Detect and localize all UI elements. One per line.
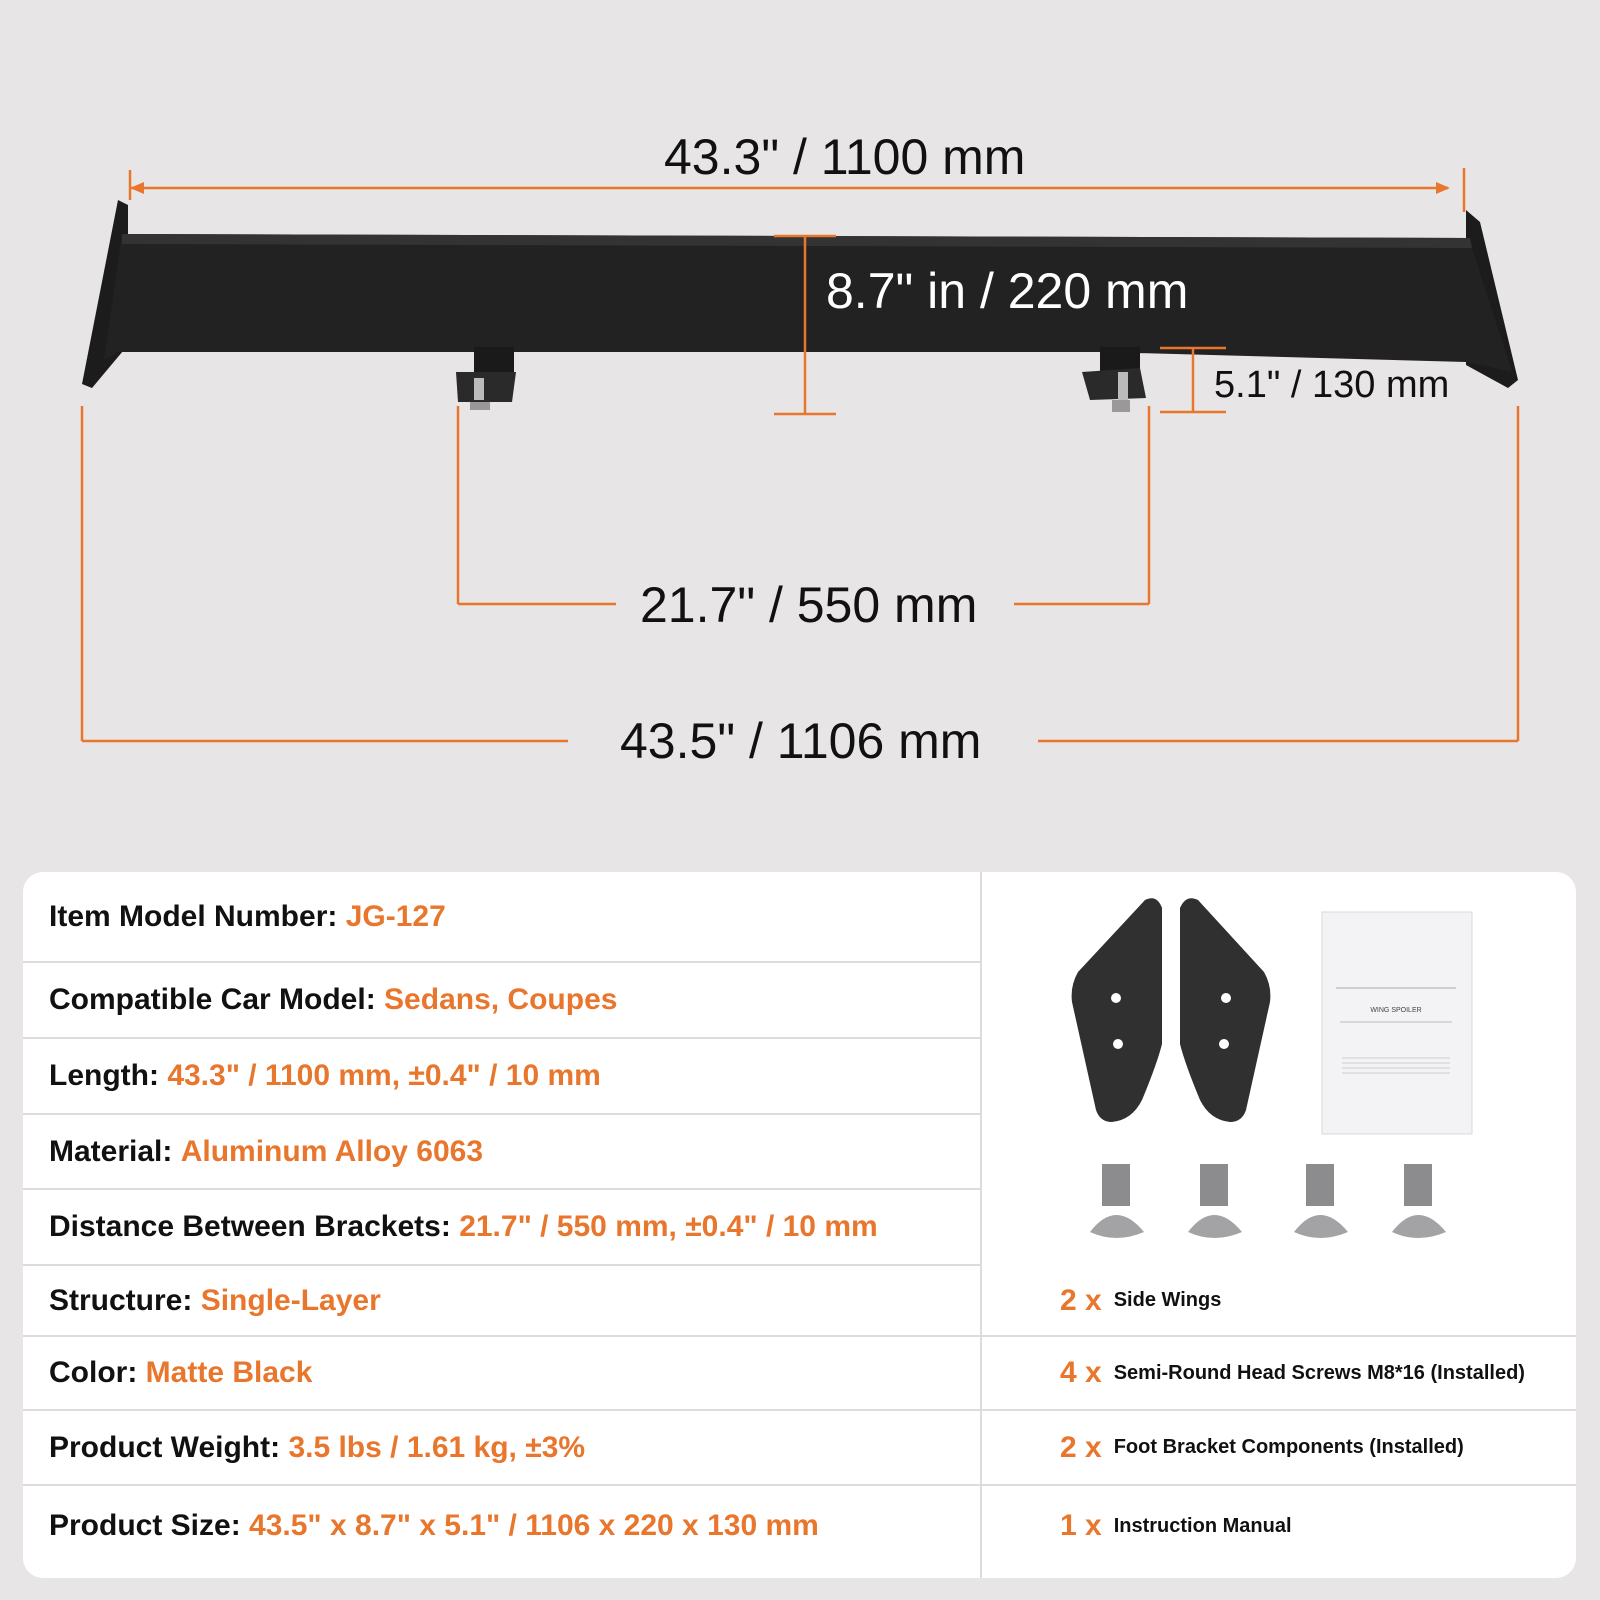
overall-length-label: 43.5" / 1106 mm xyxy=(620,713,982,769)
spec-card xyxy=(23,872,1576,1578)
spec-value: 21.7" / 550 mm, ±0.4" / 10 mm xyxy=(459,1210,878,1243)
side-wing-right xyxy=(1180,898,1270,1122)
spec-value: Aluminum Alloy 6063 xyxy=(180,1134,484,1168)
screw-icon xyxy=(1392,1164,1446,1238)
spec-value: Single-Layer xyxy=(200,1283,381,1317)
spec-value: 43.3" / 1100 mm, ±0.4" / 10 mm xyxy=(167,1059,601,1092)
spec-value: Sedans, Coupes xyxy=(384,983,618,1016)
spec-row-color xyxy=(23,1337,980,1411)
spec-row-bracket-distance xyxy=(23,1190,980,1266)
spec-label: Color: xyxy=(49,1356,138,1389)
package-qty: 1 x xyxy=(1060,1509,1102,1542)
package-qty: 2 x xyxy=(1060,1283,1102,1317)
bracket-height-label: 5.1" / 130 mm xyxy=(1214,364,1450,406)
screw-icon xyxy=(1294,1164,1348,1238)
package-item-name: Side Wings xyxy=(1113,1289,1222,1311)
spoiler-wing xyxy=(104,234,1512,372)
spec-value: 3.5 lbs / 1.61 kg, ±3% xyxy=(288,1430,586,1464)
spec-label: Item Model Number: xyxy=(49,899,338,933)
spec-label: Product Weight: xyxy=(49,1430,281,1464)
spec-value: Matte Black xyxy=(145,1356,313,1389)
manual-title: WING SPOILER xyxy=(1370,1007,1422,1014)
spec-row-material xyxy=(23,1115,980,1190)
spec-row-weight xyxy=(23,1411,980,1486)
spec-label: Compatible Car Model: xyxy=(49,983,376,1016)
spec-label: Product Size: xyxy=(49,1509,241,1542)
top-length-label: 43.3" / 1100 mm xyxy=(664,129,1026,185)
spec-label: Material: xyxy=(49,1134,173,1168)
package-contents-illustration xyxy=(982,872,1576,1272)
spec-row-structure xyxy=(23,1266,980,1337)
spec-label: Length: xyxy=(49,1059,159,1092)
package-item-foot-brackets xyxy=(982,1411,1576,1486)
package-item-manual xyxy=(982,1486,1576,1566)
instruction-manual xyxy=(1322,912,1472,1134)
package-qty: 2 x xyxy=(1060,1430,1102,1464)
spec-value: 43.5" x 8.7" x 5.1" / 1106 x 220 x 130 mm xyxy=(249,1509,819,1542)
right-foot-bracket xyxy=(1082,347,1146,412)
package-item-name: Foot Bracket Components (Installed) xyxy=(1113,1436,1464,1458)
package-item-side-wings xyxy=(982,1266,1576,1337)
spec-row-model-number xyxy=(23,872,980,963)
spec-row-size xyxy=(23,1486,980,1566)
package-item-screws xyxy=(982,1337,1576,1411)
screw-icon xyxy=(1188,1164,1242,1238)
spec-label: Distance Between Brackets: xyxy=(49,1210,451,1243)
spec-label: Structure: xyxy=(49,1283,193,1317)
package-item-name: Instruction Manual xyxy=(1113,1514,1292,1537)
left-foot-bracket xyxy=(456,347,516,410)
height-label: 8.7" in / 220 mm xyxy=(826,263,1189,319)
package-item-name: Semi-Round Head Screws M8*16 (Installed) xyxy=(1113,1361,1525,1384)
spec-value: JG-127 xyxy=(345,899,446,933)
spec-row-length xyxy=(23,1039,980,1115)
screw-icon xyxy=(1090,1164,1144,1238)
spec-row-compatible-model xyxy=(23,963,980,1039)
side-wing-left xyxy=(1072,898,1162,1122)
package-qty: 4 x xyxy=(1060,1356,1102,1389)
bracket-distance-label: 21.7" / 550 mm xyxy=(640,577,978,633)
